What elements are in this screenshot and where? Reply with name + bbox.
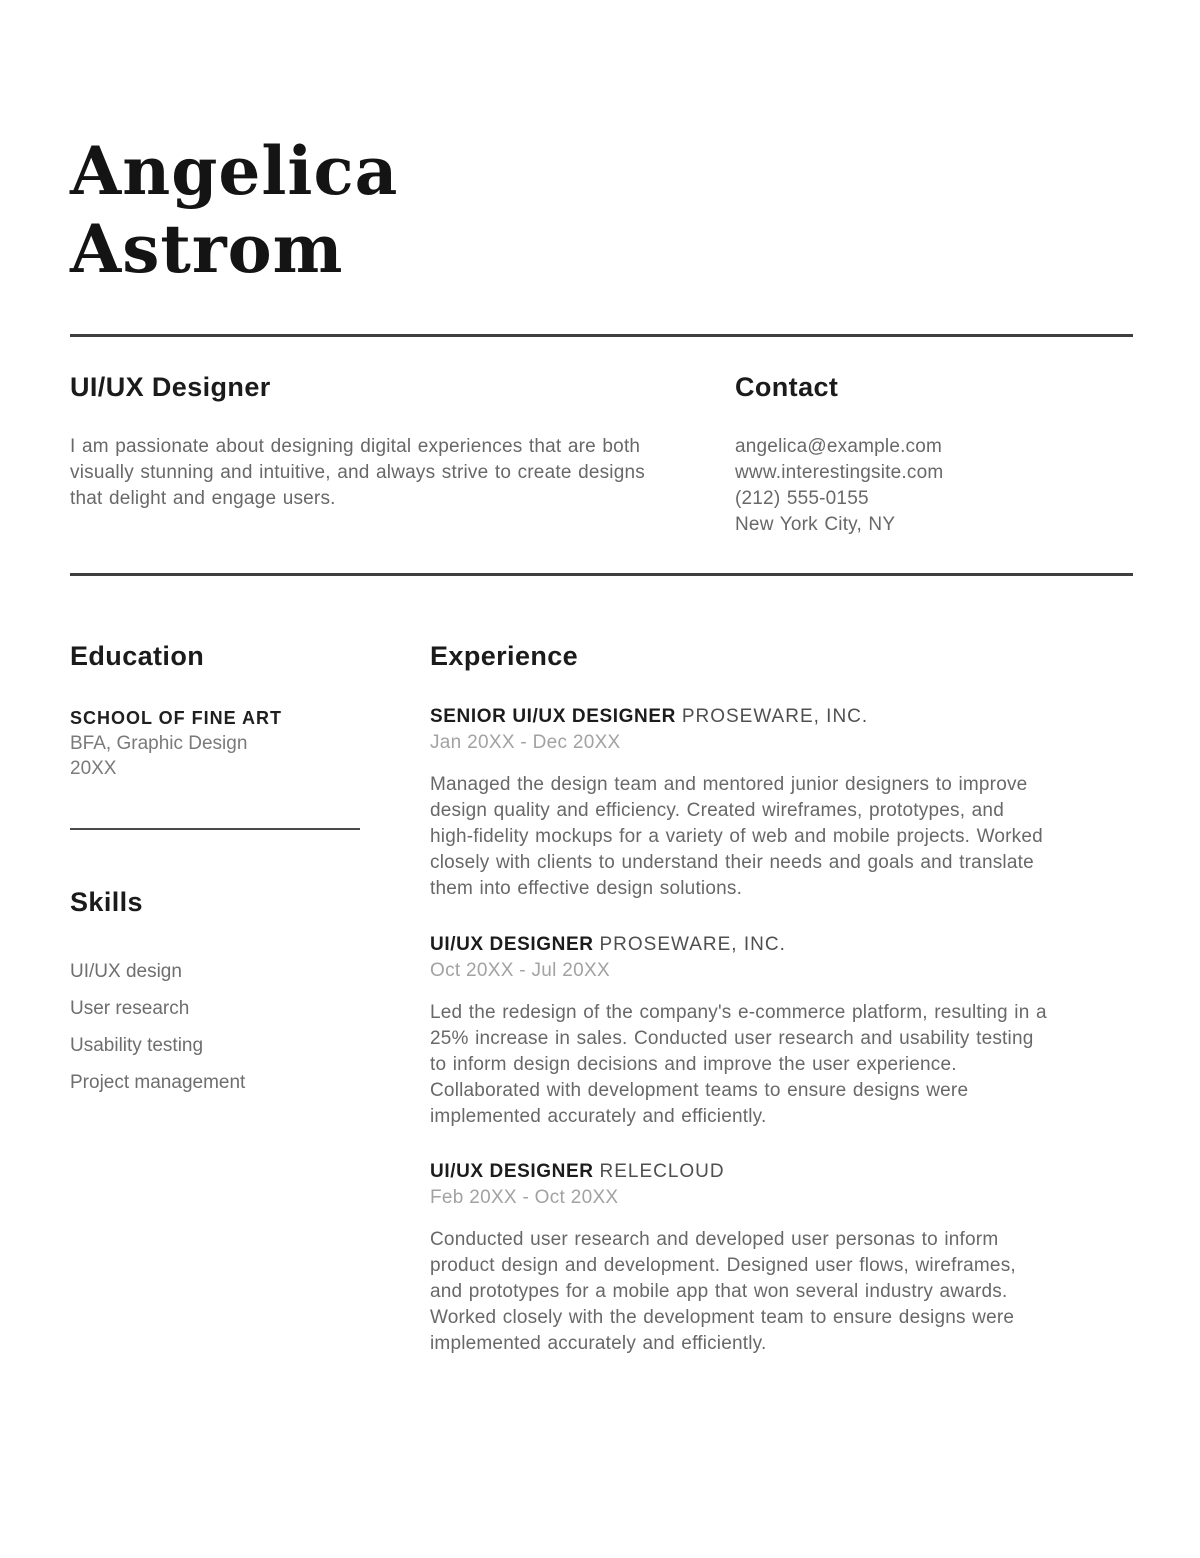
experience-company: PROSEWARE, INC.	[681, 706, 869, 727]
contact-location: New York City, NY	[735, 514, 896, 535]
contact-website: www.interestingsite.com	[735, 462, 944, 483]
skills-heading: Skills	[70, 887, 143, 917]
experience-dates: Feb 20XX - Oct 20XX	[430, 1187, 619, 1208]
education-degree: BFA, Graphic Design	[70, 733, 248, 754]
skill-item: User research	[70, 998, 190, 1019]
intro-column	[70, 371, 735, 538]
experience-title-line	[430, 1159, 1133, 1185]
contact-heading: Contact	[735, 372, 839, 402]
divider-left-column	[70, 828, 360, 830]
summary-paragraph: I am passionate about designing digital experiences that are both visually stunning and intuitive, and always strive to create designs that delight and engage users.	[70, 436, 645, 509]
experience-company: RELECLOUD	[599, 1161, 725, 1182]
experience-column	[430, 640, 1133, 1357]
experience-description: Managed the design team and mentored junior designers to improve design quality and efficiency. Created wireframes, prototypes, and high-fidelity mockups for a variety of web and mobile projects. Worked closely with clients to understand their needs and goals and translate them into effective design solutions.	[430, 774, 1043, 899]
experience-role: UI/UX DESIGNER	[430, 1161, 594, 1182]
contact-list	[735, 434, 1133, 538]
contact-phone: (212) 555-0155	[735, 488, 869, 509]
experience-description: Conducted user research and developed user personas to inform product design and development. Designed user flows, wireframes, and prototypes for a mobile app that won several industry awards. Worked closely with the development team to ensure designs were implemented accurately and efficiently.	[430, 1229, 1016, 1354]
left-column	[70, 640, 430, 1357]
skill-item: Project management	[70, 1072, 246, 1093]
skill-item: UI/UX design	[70, 961, 182, 982]
experience-title-line	[430, 704, 1133, 730]
divider-top	[70, 334, 1133, 337]
role-title: UI/UX Designer	[70, 372, 271, 402]
skill-item: Usability testing	[70, 1035, 204, 1056]
experience-title-line	[430, 932, 1133, 958]
contact-column	[735, 371, 1133, 538]
education-school: SCHOOL OF FINE ART	[70, 708, 283, 728]
person-name-line1: Angelica	[70, 132, 399, 210]
experience-role: UI/UX DESIGNER	[430, 934, 594, 955]
experience-role: SENIOR UI/UX DESIGNER	[430, 706, 676, 727]
experience-entry	[430, 932, 1133, 1130]
intro-contact-row	[70, 371, 1133, 538]
education-year: 20XX	[70, 758, 117, 779]
skills-list	[70, 959, 430, 1095]
experience-dates: Jan 20XX - Dec 20XX	[430, 732, 621, 753]
experience-entry	[430, 1159, 1133, 1357]
experience-company: PROSEWARE, INC.	[599, 934, 786, 955]
education-heading: Education	[70, 641, 205, 671]
experience-heading: Experience	[430, 641, 579, 671]
experience-entry	[430, 704, 1133, 902]
person-name-line2: Astrom	[70, 210, 344, 288]
experience-dates: Oct 20XX - Jul 20XX	[430, 960, 610, 981]
experience-description: Led the redesign of the company's e-commerce platform, resulting in a 25% increase in sales. Conducted user research and usability testing to inform design decisions and improve the user experience. Collaborated with development teams to ensure designs were implemented accurately and efficiently.	[430, 1002, 1047, 1127]
contact-email: angelica@example.com	[735, 436, 943, 457]
divider-middle	[70, 573, 1133, 576]
person-name	[70, 0, 1133, 288]
main-row	[70, 640, 1133, 1357]
